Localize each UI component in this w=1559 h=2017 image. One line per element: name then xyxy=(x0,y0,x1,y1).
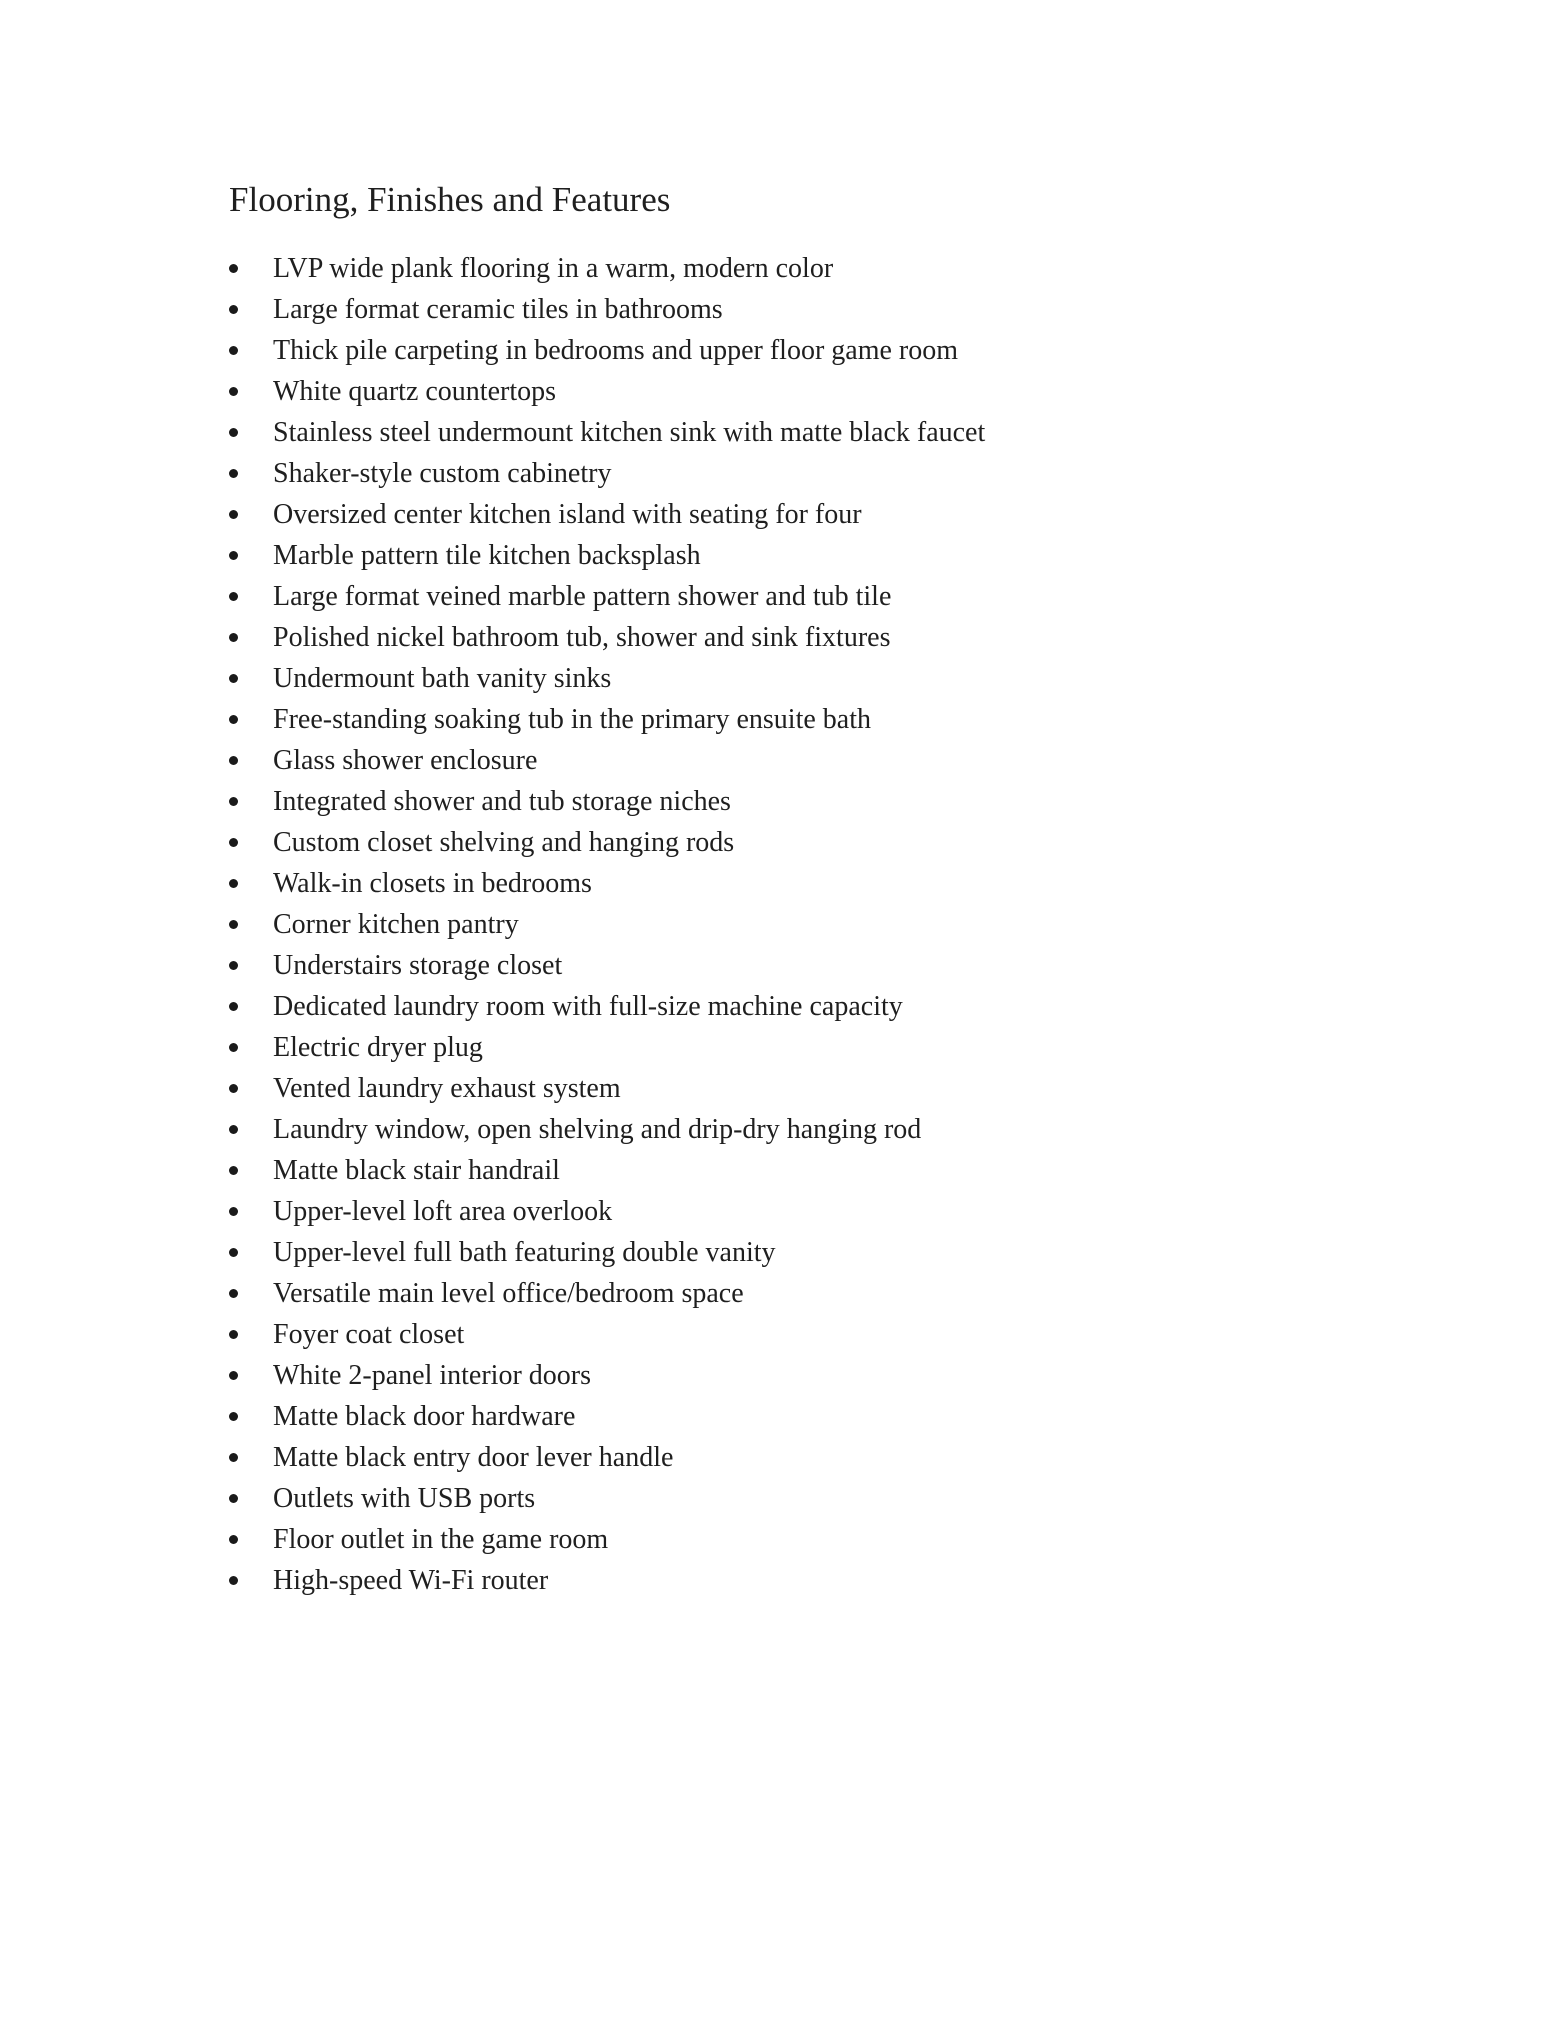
bullet-icon xyxy=(229,1166,238,1175)
bullet-icon xyxy=(229,1330,238,1339)
bullet-icon xyxy=(229,920,238,929)
list-item-text: Integrated shower and tub storage niches xyxy=(273,786,731,817)
bullet-icon xyxy=(229,1043,238,1052)
list-item-text: Glass shower enclosure xyxy=(273,745,538,776)
bullet-icon xyxy=(229,1207,238,1216)
bullet-icon xyxy=(229,387,238,396)
bullet-icon xyxy=(229,1535,238,1544)
list-item-text: Matte black stair handrail xyxy=(273,1155,560,1186)
list-item-text: Undermount bath vanity sinks xyxy=(273,663,612,694)
list-item-text: Polished nickel bathroom tub, shower and sink fixtures xyxy=(273,622,891,653)
list-item-text: Laundry window, open shelving and drip-dry hanging rod xyxy=(273,1114,922,1145)
bullet-icon xyxy=(229,551,238,560)
list-item-text: Walk-in closets in bedrooms xyxy=(273,868,592,899)
list-item-text: Floor outlet in the game room xyxy=(273,1524,609,1555)
bullet-icon xyxy=(229,1002,238,1011)
list-item-text: Matte black entry door lever handle xyxy=(273,1442,674,1473)
bullet-icon xyxy=(229,879,238,888)
list-item-text: Large format ceramic tiles in bathrooms xyxy=(273,294,723,325)
bullet-icon xyxy=(229,346,238,355)
bullet-icon xyxy=(229,838,238,847)
bullet-icon xyxy=(229,428,238,437)
bullet-icon xyxy=(229,264,238,273)
bullet-icon xyxy=(229,1494,238,1503)
list-item-text: LVP wide plank flooring in a warm, modern color xyxy=(273,253,834,284)
list-item-text: Outlets with USB ports xyxy=(273,1483,536,1514)
list-item-text: Large format veined marble pattern shower and tub tile xyxy=(273,581,892,612)
bullet-icon xyxy=(229,469,238,478)
list-item-text: High-speed Wi-Fi router xyxy=(273,1565,549,1596)
bullet-icon xyxy=(229,1248,238,1257)
list-item-text: Stainless steel undermount kitchen sink with matte black faucet xyxy=(273,417,986,448)
list-item-text: Dedicated laundry room with full-size machine capacity xyxy=(273,991,903,1022)
bullet-icon xyxy=(229,1125,238,1134)
list-item-text: Thick pile carpeting in bedrooms and upper floor game room xyxy=(273,335,959,366)
section-heading: Flooring, Finishes and Features xyxy=(229,180,671,219)
list-item-text: Electric dryer plug xyxy=(273,1032,483,1063)
list-item-text: Upper-level loft area overlook xyxy=(273,1196,613,1227)
bullet-icon xyxy=(229,961,238,970)
list-item-text: Matte black door hardware xyxy=(273,1401,576,1432)
list-item-text: Marble pattern tile kitchen backsplash xyxy=(273,540,701,571)
list-item-text: Shaker-style custom cabinetry xyxy=(273,458,612,489)
bullet-icon xyxy=(229,674,238,683)
list-item-text: Custom closet shelving and hanging rods xyxy=(273,827,735,858)
bullet-icon xyxy=(229,1412,238,1421)
bullet-icon xyxy=(229,797,238,806)
list-item-text: Foyer coat closet xyxy=(273,1319,465,1350)
bullet-icon xyxy=(229,305,238,314)
bullet-icon xyxy=(229,756,238,765)
bullet-icon xyxy=(229,715,238,724)
bullet-icon xyxy=(229,1453,238,1462)
list-item-text: Corner kitchen pantry xyxy=(273,909,519,940)
bullet-icon xyxy=(229,592,238,601)
list-item-text: Versatile main level office/bedroom space xyxy=(273,1278,744,1309)
list-item-text: Vented laundry exhaust system xyxy=(273,1073,621,1104)
list-item-text: Understairs storage closet xyxy=(273,950,563,981)
bullet-icon xyxy=(229,633,238,642)
list-item-text: Free-standing soaking tub in the primary ensuite bath xyxy=(273,704,871,735)
list-item-text: White 2-panel interior doors xyxy=(273,1360,592,1391)
list-item-text: Oversized center kitchen island with seating for four xyxy=(273,499,862,530)
bullet-icon xyxy=(229,1289,238,1298)
bullet-icon xyxy=(229,510,238,519)
bullet-icon xyxy=(229,1576,238,1585)
bullet-icon xyxy=(229,1084,238,1093)
list-item-text: Upper-level full bath featuring double vanity xyxy=(273,1237,776,1268)
list-item-text: White quartz countertops xyxy=(273,376,557,407)
bullet-icon xyxy=(229,1371,238,1380)
